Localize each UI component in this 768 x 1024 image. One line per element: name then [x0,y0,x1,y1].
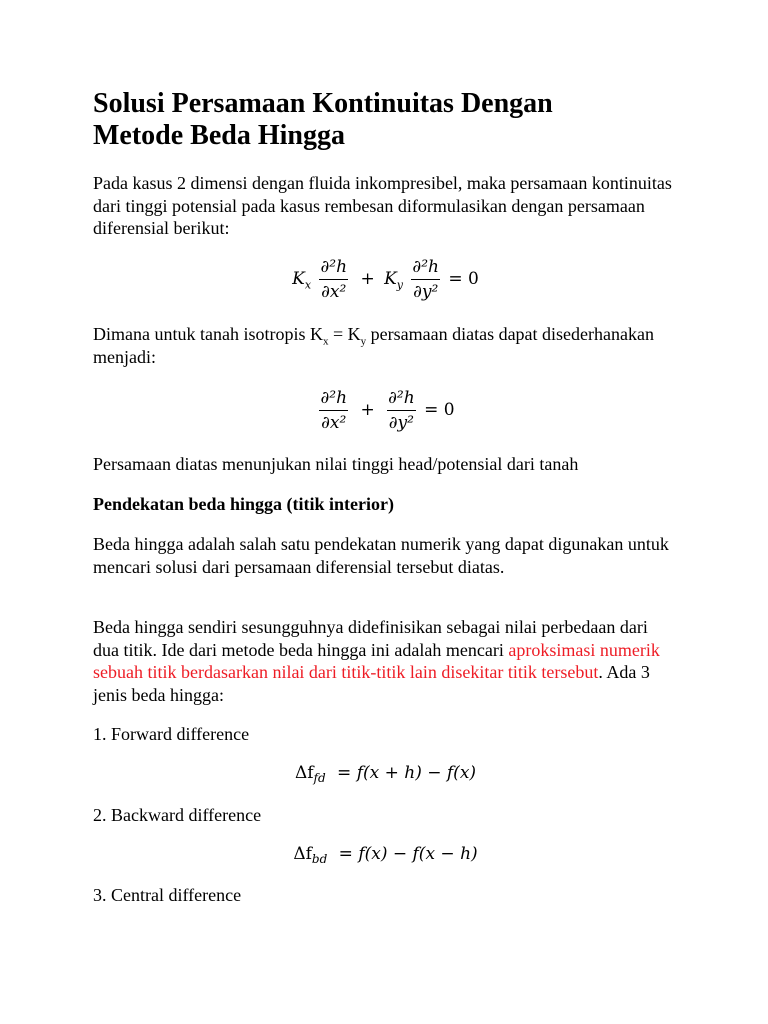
plus-sign: + [360,400,375,420]
title-line-1: Solusi Persamaan Kontinuitas Dengan [93,88,553,119]
isotropic-paragraph: Dimana untuk tanah isotropis $K_x = K_y$ persamaan diatas dapat disederhanakan menjadi: [93,324,654,367]
forward-difference-equation: $\Delta f_{fd} = f(x + h) - f(x)$ [294,763,477,785]
head-paragraph: Persamaan diatas menunjukan nilai tinggi head/potensial dari tanah [93,454,579,474]
fraction-d2h-dx2: $\frac{\text{∂²h}}{\text{∂x²}}$ [320,257,348,302]
plus-sign: + [360,269,375,289]
list-item-central: 3. Central difference [93,885,242,905]
title-line-2: Metode Beda Hingga [93,120,345,151]
section-heading: Pendekatan beda hingga (titik interior) [93,494,395,514]
equals-zero: = 0 [448,269,479,289]
equals-zero: = 0 [424,400,455,420]
backward-difference-equation: $\Delta f_{bd} = f(x) - f(x - h)$ [293,844,478,866]
ky-symbol: $K_y$ [384,269,404,292]
page-title [93,88,693,152]
fraction-d2h-dx2: $\frac{\text{∂²h}}{\text{∂x²}}$ [320,388,348,433]
list-item-backward: 2. Backward difference [93,805,262,825]
fraction-d2h-dy2: $\frac{\text{∂²h}}{\text{∂y²}}$ [388,388,415,433]
highlighted-text: aproksimasi numerik sebuah titik berdasarkan nilai dari titik-titik lain disekitar titik tersebut [93,639,660,682]
finite-difference-paragraph: Beda hingga adalah salah satu pendekatan numerik yang dapat digunakan untuk mencari solusi dari persamaan diferensial tersebut diatas. [93,534,669,577]
intro-paragraph: Pada kasus 2 dimensi dengan fluida inkompresibel, maka persamaan kontinuitas dari tinggi potensial pada kasus rembesan diformulasikan dengan persamaan diferensial berikut: [93,173,672,238]
kx-symbol: $K_x$ [292,269,312,292]
fraction-d2h-dy2: $\frac{\text{∂²h}}{\text{∂y²}}$ [412,257,439,302]
continuity-equation-isotropic [93,388,678,433]
definition-paragraph: Beda hingga sendiri sesungguhnya didefinisikan sebagai nilai perbedaan dari dua titik. Ide dari metode beda hingga ini adalah mencari aproksimasi numerik sebuah titik berdasarkan nilai dari titik-titik lain disekitar titik tersebut. Ada 3 jenis beda hingga: [93,617,660,705]
continuity-equation-anisotropic [93,257,678,302]
list-item-forward: 1. Forward difference [93,724,250,744]
